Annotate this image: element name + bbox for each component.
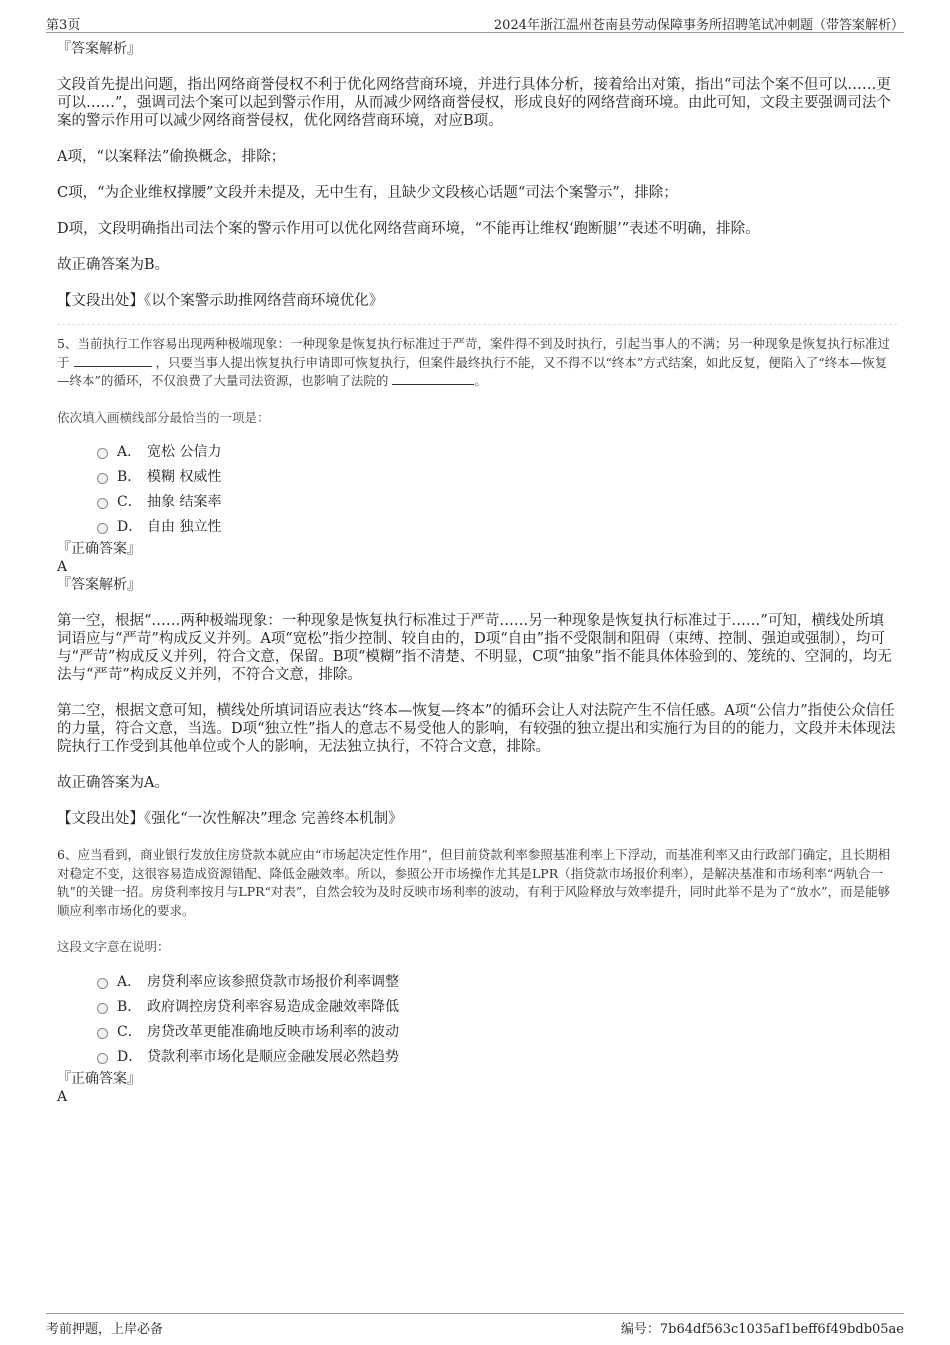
radio-icon[interactable] — [97, 1053, 108, 1064]
correct-answer: A — [57, 1088, 68, 1105]
option-c[interactable]: C． 抽象 结案率 — [97, 490, 897, 515]
explanation-paragraph-1: 第一空，根据“……两种极端现象：一种现象是恢复执行标准过于严苛……另一种现象是恢复执行标准过于……”可知，横线处所填词语应与“严苛”构成反义并列。A项“宽松”指少控制、较自由的，D项“自由”指不受限制和阻碍（束缚、控制、强迫或强制），均可与“严苛”构成反义并列，符合文意，保留。B项“模糊”指不清楚、不明显，C项“抽象”指不能具体体验到的、笼统的、空洞的，均无法与“严苛”构成反义并列，不符合文意，排除。 — [57, 613, 892, 683]
page-number: 第3页 — [46, 18, 81, 33]
explanation-final-answer: 故正确答案为A。 — [57, 775, 169, 791]
option-c[interactable]: C． 房贷改革更能准确地反映市场利率的波动 — [97, 1020, 897, 1045]
page-header — [46, 12, 904, 33]
explanation-label: 『答案解析』 — [57, 41, 141, 57]
explanation-final-answer: 故正确答案为B。 — [57, 257, 170, 273]
radio-icon[interactable] — [97, 523, 108, 534]
explanation-option-c: C项，“为企业维权撑腰”文段并未提及，无中生有，且缺少文段核心话题“司法个案警示”，排除； — [57, 185, 678, 201]
radio-icon[interactable] — [97, 498, 108, 509]
option-d[interactable]: D． 贷款利率市场化是顺应金融发展必然趋势 — [97, 1045, 897, 1070]
question-6-options — [97, 970, 897, 1070]
option-b[interactable]: B． 政府调控房贷利率容易造成金融效率降低 — [97, 995, 897, 1020]
explanation-label: 『答案解析』 — [57, 577, 141, 593]
explanation-paragraph: 文段首先提出问题，指出网络商誉侵权不利于优化网络营商环境，并进行具体分析，接着给出对策，指出“司法个案不但可以……更可以……”，强调司法个案可以起到警示作用，从而减少网络商誉侵权，形成良好的网络营商环境。由此可知，文段主要强调司法个案的警示作用可以减少网络商誉侵权，优化网络营商环境，对应B项。 — [57, 77, 891, 129]
document-id: 编号：7b64df563c1035af1beff6f49bdb05ae — [620, 1322, 904, 1337]
explanation-option-d: D项，文段明确指出司法个案的警示作用可以优化网络营商环境，“不能再让维权‘跑断腿’”表述不明确，排除。 — [57, 221, 760, 237]
option-a[interactable]: A． 房贷利率应该参照贷款市场报价利率调整 — [97, 970, 897, 995]
correct-answer-label: 『正确答案』 — [57, 1070, 141, 1087]
radio-icon[interactable] — [97, 448, 108, 459]
fill-blank-1 — [74, 354, 152, 367]
correct-answer: A — [57, 559, 68, 575]
text-source: 【文段出处】《以个案警示助推网络营商环境优化》 — [57, 293, 384, 309]
text-source: 【文段出处】《强化“一次性解决”理念 完善终本机制》 — [57, 811, 403, 827]
option-a[interactable]: A． 宽松 公信力 — [97, 440, 897, 465]
page-footer — [46, 1313, 904, 1336]
option-d[interactable]: D． 自由 独立性 — [97, 515, 897, 540]
question-6-prompt: 这段文字意在说明： — [57, 939, 170, 954]
explanation-paragraph-2: 第二空，根据文意可知，横线处所填词语应表达“终本—恢复—终本”的循环会让人对法院产生不信任感。A项“公信力”指使公众信任的力量，符合文意，当选。D项“独立性”指人的意志不易受他人的影响，有较强的独立提出和实施行为目的的能力，文段并未体现法院执行工作受到其他单位或个人的影响，无法独立执行，不符合文意，排除。 — [57, 703, 896, 755]
question-6-stem: 6、应当看到，商业银行发放住房贷款本就应由“市场起决定性作用”，但目前贷款利率参照基准利率上下浮动，而基准利率又由行政部门确定，且长期相对稳定不变，这很容易造成资源错配、降低金融效率。所以，参照公开市场操作尤其是LPR（指贷款市场报价利率），是解决基准和市场利率“两轨合一轨”的关键一招。房贷利率按月与LPR“对表”，自然会较为及时反映市场利率的波动，有利于风险释放与效率提升，同时此举不是为了“放水”，而是能够顺应利率市场化的要求。 — [57, 847, 891, 918]
radio-icon[interactable] — [97, 1028, 108, 1039]
section-divider — [57, 324, 897, 325]
question-5-prompt: 依次填入画横线部分最恰当的一项是： — [57, 409, 270, 425]
option-b[interactable]: B． 模糊 权威性 — [97, 465, 897, 490]
radio-icon[interactable] — [97, 1003, 108, 1014]
correct-answer-label: 『正确答案』 — [57, 541, 141, 557]
page-content — [57, 40, 897, 1106]
document-title: 2024年浙江温州苍南县劳动保障事务所招聘笔试冲刺题（带答案解析） — [493, 18, 904, 33]
radio-icon[interactable] — [97, 473, 108, 484]
explanation-option-a: A项，“以案释法”偷换概念，排除； — [57, 149, 286, 165]
radio-icon[interactable] — [97, 978, 108, 989]
question-5-stem: 5、当前执行工作容易出现两种极端现象：一种现象是恢复执行标准过于严苛，案件得不到及时执行，引起当事人的不满；另一种现象是恢复执行标准过于 ，只要当事人提出恢复执行申请即可恢复执行，但案件最终执行不能，又不得不以“终本”方式结案，如此反复，便陷入了“终本—恢复—终本”的循环，不仅浪费了大量司法资源，也影响了法院的 。 — [57, 336, 890, 388]
footer-slogan: 考前押题，上岸必备 — [46, 1322, 164, 1337]
fill-blank-2 — [392, 372, 474, 385]
question-5-options — [97, 440, 897, 540]
